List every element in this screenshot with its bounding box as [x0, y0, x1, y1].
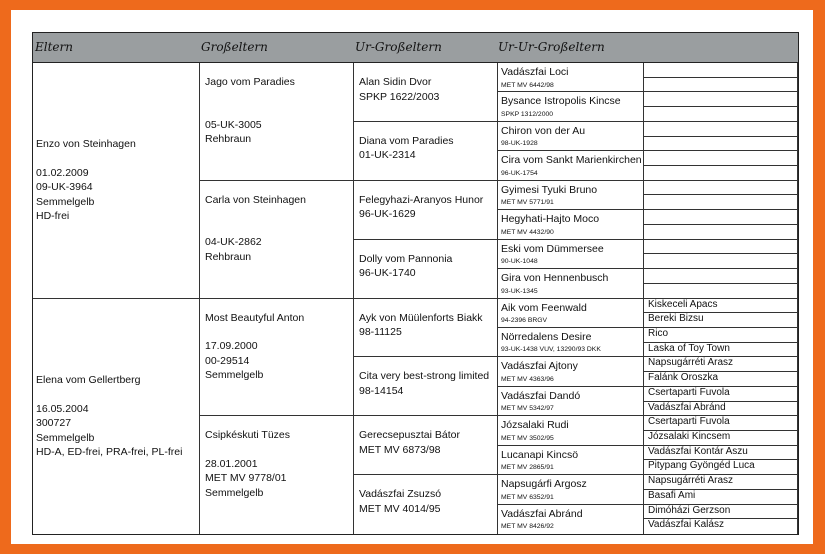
next-generation-name: Basafi Ami	[648, 489, 696, 501]
great-great-grandparent-name: Cira vom Sankt Marienkirchen	[501, 154, 642, 167]
next-generation-name: Falánk Oroszka	[648, 372, 719, 384]
parent-cell	[33, 63, 200, 299]
great-great-grandparent-registration: 93-UK-1438 VUV, 13290/93 DKK	[501, 346, 601, 354]
parent-born: 01.02.2009	[36, 166, 89, 179]
great-great-grandparent-cell	[498, 151, 644, 180]
great-grandparent-name: Cita very best-strong limited	[359, 370, 490, 383]
grandparent-registration: 00-29514	[205, 354, 250, 367]
grandparent-cell	[200, 63, 354, 181]
next-generation-cell	[644, 151, 798, 166]
parent-health: HD-frei	[36, 210, 70, 222]
page-frame	[11, 10, 813, 544]
next-generation-cell	[644, 107, 798, 122]
great-great-grandparent-name: Bysance Istropolis Kincse	[501, 95, 621, 108]
grandparent-registration: MET MV 9778/01	[205, 472, 287, 485]
next-generation-cell	[644, 195, 798, 210]
great-grandparent-registration: SPKP 1622/2003	[359, 90, 440, 103]
grandparent-name: Jago vom Paradies	[205, 76, 295, 88]
header-parents: Eltern	[35, 40, 73, 54]
next-generation-name: Bereki Bizsu	[648, 313, 704, 325]
great-grandparent-name: Gerecsepusztai Bátor	[359, 429, 460, 442]
next-generation-name: Csertaparti Fuvola	[648, 386, 730, 398]
parent-name: Elena vom Gellertberg	[36, 374, 141, 386]
grandparent-name: Most Beautyful Anton	[205, 311, 305, 324]
next-generation-cell	[644, 416, 798, 431]
next-generation-cell	[644, 166, 798, 181]
great-great-grandparent-cell	[498, 387, 644, 416]
great-grandparent-cell	[354, 181, 498, 240]
great-great-grandparent-cell	[498, 181, 644, 210]
next-generation-cell	[644, 210, 798, 225]
great-great-grandparent-cell	[498, 240, 644, 269]
great-great-grandparent-registration: MET MV 5771/91	[501, 199, 554, 207]
great-great-grandparent-cell	[498, 269, 644, 298]
next-generation-cell	[644, 519, 798, 534]
great-great-grandparent-name: Eski vom Dümmersee	[501, 242, 604, 255]
great-great-grandparent-name: Hegyhati-Hajto Moco	[501, 213, 600, 226]
great-great-grandparent-registration: MET MV 3502/95	[501, 434, 554, 442]
great-grandparent-name: Diana vom Paradies	[359, 134, 454, 147]
spacer	[205, 325, 353, 339]
grandparent-color: Semmelgelb	[205, 369, 264, 381]
header-great-great-grandparents: Ur-Ur-Großeltern	[498, 40, 605, 54]
next-generation-cell	[644, 122, 798, 137]
great-great-grandparent-cell	[498, 475, 644, 504]
spacer	[36, 152, 199, 166]
great-great-grandparent-name: Chiron von der Au	[501, 124, 586, 137]
great-great-grandparent-registration: 94-2396 BRGV	[501, 317, 548, 324]
next-generation-name: Dimóházi Gerzson	[648, 504, 731, 516]
next-generation-cell	[644, 372, 798, 387]
next-generation-name: Csertaparti Fuvola	[648, 416, 730, 428]
great-great-grandparent-registration: MET MV 4363/96	[501, 375, 554, 383]
next-generation-name: Laska of Toy Town	[648, 342, 730, 354]
great-great-grandparent-cell	[498, 328, 644, 357]
great-grandparent-registration: 96-UK-1740	[359, 267, 416, 280]
next-generation-name: Napsugárréti Arasz	[648, 475, 734, 487]
parent-color: Semmelgelb	[36, 431, 95, 444]
great-great-grandparent-registration: MET MV 6442/98	[501, 81, 554, 89]
great-great-grandparent-registration: MET MV 6352/91	[501, 493, 554, 501]
next-generation-name: Józsalaki Kincsem	[648, 430, 731, 442]
parent-born: 16.05.2004	[36, 402, 89, 415]
grandparent-name: Csipkéskuti Tüzes	[205, 429, 291, 442]
great-great-grandparent-name: Gira von Hennenbusch	[501, 272, 609, 285]
parent-color: Semmelgelb	[36, 195, 95, 208]
great-great-grandparent-cell	[498, 92, 644, 121]
next-generation-cell	[644, 240, 798, 255]
great-grandparent-cell	[354, 416, 498, 475]
parent-registration: 09-UK-3964	[36, 181, 93, 193]
next-generation-cell	[644, 460, 798, 475]
great-grandparent-cell	[354, 63, 498, 122]
great-grandparent-cell	[354, 475, 498, 534]
great-grandparent-cell	[354, 357, 498, 416]
great-great-grandparent-name: Vadászfai Ajtony	[501, 360, 578, 373]
great-great-grandparent-registration: 96-UK-1754	[501, 169, 538, 177]
great-great-grandparent-name: Aik vom Feenwald	[501, 301, 587, 314]
next-generation-cell	[644, 328, 798, 343]
great-great-grandparent-cell	[498, 446, 644, 475]
great-great-grandparent-registration: MET MV 5342/97	[501, 405, 554, 413]
parent-cell	[33, 299, 200, 535]
great-great-grandparent-name: Józsalaki Rudi	[501, 419, 569, 432]
great-grandparent-name: Alan Sidin Dvor	[359, 76, 432, 88]
next-generation-cell	[644, 254, 798, 269]
header-grandparents: Großeltern	[201, 40, 268, 54]
great-grandparent-name: Vadászfai Zsuzsó	[359, 488, 442, 501]
grandparent-name: Carla von Steinhagen	[205, 193, 306, 206]
grandparent-color: Semmelgelb	[205, 486, 264, 499]
great-great-grandparent-cell	[498, 122, 644, 151]
grandparent-registration: 04-UK-2862	[205, 236, 262, 249]
great-great-grandparent-name: Nörredalens Desire	[501, 330, 592, 343]
grandparent-cell	[200, 181, 354, 299]
next-generation-cell	[644, 446, 798, 461]
next-generation-cell	[644, 490, 798, 505]
next-generation-cell	[644, 402, 798, 417]
great-great-grandparent-cell	[498, 357, 644, 386]
header-great-grandparents: Ur-Großeltern	[355, 40, 442, 54]
grandparent-cell	[200, 299, 354, 417]
pedigree-table	[32, 32, 799, 535]
next-generation-name: Kiskeceli Apacs	[648, 298, 718, 310]
next-generation-cell	[644, 387, 798, 402]
next-generation-cell	[644, 357, 798, 372]
great-great-grandparent-registration: SPKP 1312/2000	[501, 110, 554, 118]
spacer	[36, 388, 199, 402]
next-generation-cell	[644, 284, 798, 299]
great-grandparent-registration: MET MV 4014/95	[359, 502, 441, 515]
parent-registration: 300727	[36, 417, 72, 429]
next-generation-cell	[644, 78, 798, 93]
grandparent-color: Rehbraun	[205, 250, 252, 263]
parent-name: Enzo von Steinhagen	[36, 138, 136, 150]
great-great-grandparent-name: Vadászfai Loci	[501, 66, 569, 78]
header-row	[33, 33, 798, 63]
great-great-grandparent-cell	[498, 299, 644, 328]
great-grandparent-registration: MET MV 6873/98	[359, 443, 441, 456]
great-great-grandparent-cell	[498, 416, 644, 445]
great-great-grandparent-name: Napsugárfi Argosz	[501, 478, 587, 491]
spacer	[205, 207, 353, 235]
next-generation-cell	[644, 343, 798, 358]
grandparent-cell	[200, 416, 354, 534]
great-great-grandparent-name: Vadászfai Dandó	[501, 389, 581, 402]
great-grandparent-cell	[354, 122, 498, 181]
next-generation-cell	[644, 269, 798, 284]
great-grandparent-name: Felegyhazi-Aranyos Hunor	[359, 193, 484, 206]
great-great-grandparent-registration: MET MV 8426/92	[501, 523, 554, 531]
great-grandparent-registration: 98-11125	[359, 326, 402, 338]
next-generation-name: Vadászfai Abránd	[648, 401, 726, 413]
spacer	[205, 443, 353, 457]
next-generation-name: Vadászfai Kalász	[648, 519, 724, 531]
next-generation-name: Rico	[648, 327, 669, 339]
next-generation-cell	[644, 431, 798, 446]
great-grandparent-name: Ayk von Müülenforts Biakk	[359, 311, 483, 324]
great-great-grandparent-registration: MET MV 4432/90	[501, 228, 554, 236]
next-generation-cell	[644, 63, 798, 78]
great-great-grandparent-registration: 93-UK-1345	[501, 287, 538, 295]
great-grandparent-registration: 01-UK-2314	[359, 149, 416, 162]
great-great-grandparent-cell	[498, 505, 644, 534]
great-great-grandparent-cell	[498, 210, 644, 239]
great-great-grandparent-name: Lucanapi Kincsö	[501, 448, 579, 461]
great-grandparent-cell	[354, 299, 498, 358]
next-generation-name: Vadászfai Kontár Aszu	[648, 445, 748, 457]
next-generation-cell	[644, 505, 798, 520]
great-great-grandparent-cell	[498, 63, 644, 92]
great-great-grandparent-registration: 98-UK-1928	[501, 140, 538, 148]
great-great-grandparent-registration: MET MV 2865/91	[501, 464, 554, 472]
next-generation-cell	[644, 475, 798, 490]
next-generation-name: Pitypang Gyöngéd Luca	[648, 460, 755, 472]
next-generation-name: Napsugárréti Arasz	[648, 357, 734, 369]
next-generation-cell	[644, 137, 798, 152]
great-great-grandparent-registration: 90-UK-1048	[501, 258, 538, 266]
grandparent-born: 28.01.2001	[205, 457, 258, 470]
great-great-grandparent-name: Vadászfai Abránd	[501, 507, 583, 520]
parent-health: HD-A, ED-frei, PRA-frei, PL-frei	[36, 446, 183, 458]
next-generation-cell	[644, 313, 798, 328]
spacer	[205, 90, 353, 118]
next-generation-cell	[644, 299, 798, 314]
great-great-grandparent-name: Gyimesi Tyuki Bruno	[501, 183, 598, 196]
grandparent-born: 17.09.2000	[205, 340, 258, 352]
next-generation-cell	[644, 181, 798, 196]
next-generation-cell	[644, 225, 798, 240]
next-generation-cell	[644, 92, 798, 107]
grandparent-color: Rehbraun	[205, 133, 252, 145]
great-grandparent-registration: 98-14154	[359, 384, 404, 397]
great-grandparent-name: Dolly vom Pannonia	[359, 252, 453, 265]
grandparent-registration: 05-UK-3005	[205, 118, 262, 131]
great-grandparent-cell	[354, 240, 498, 299]
great-grandparent-registration: 96-UK-1629	[359, 208, 416, 221]
